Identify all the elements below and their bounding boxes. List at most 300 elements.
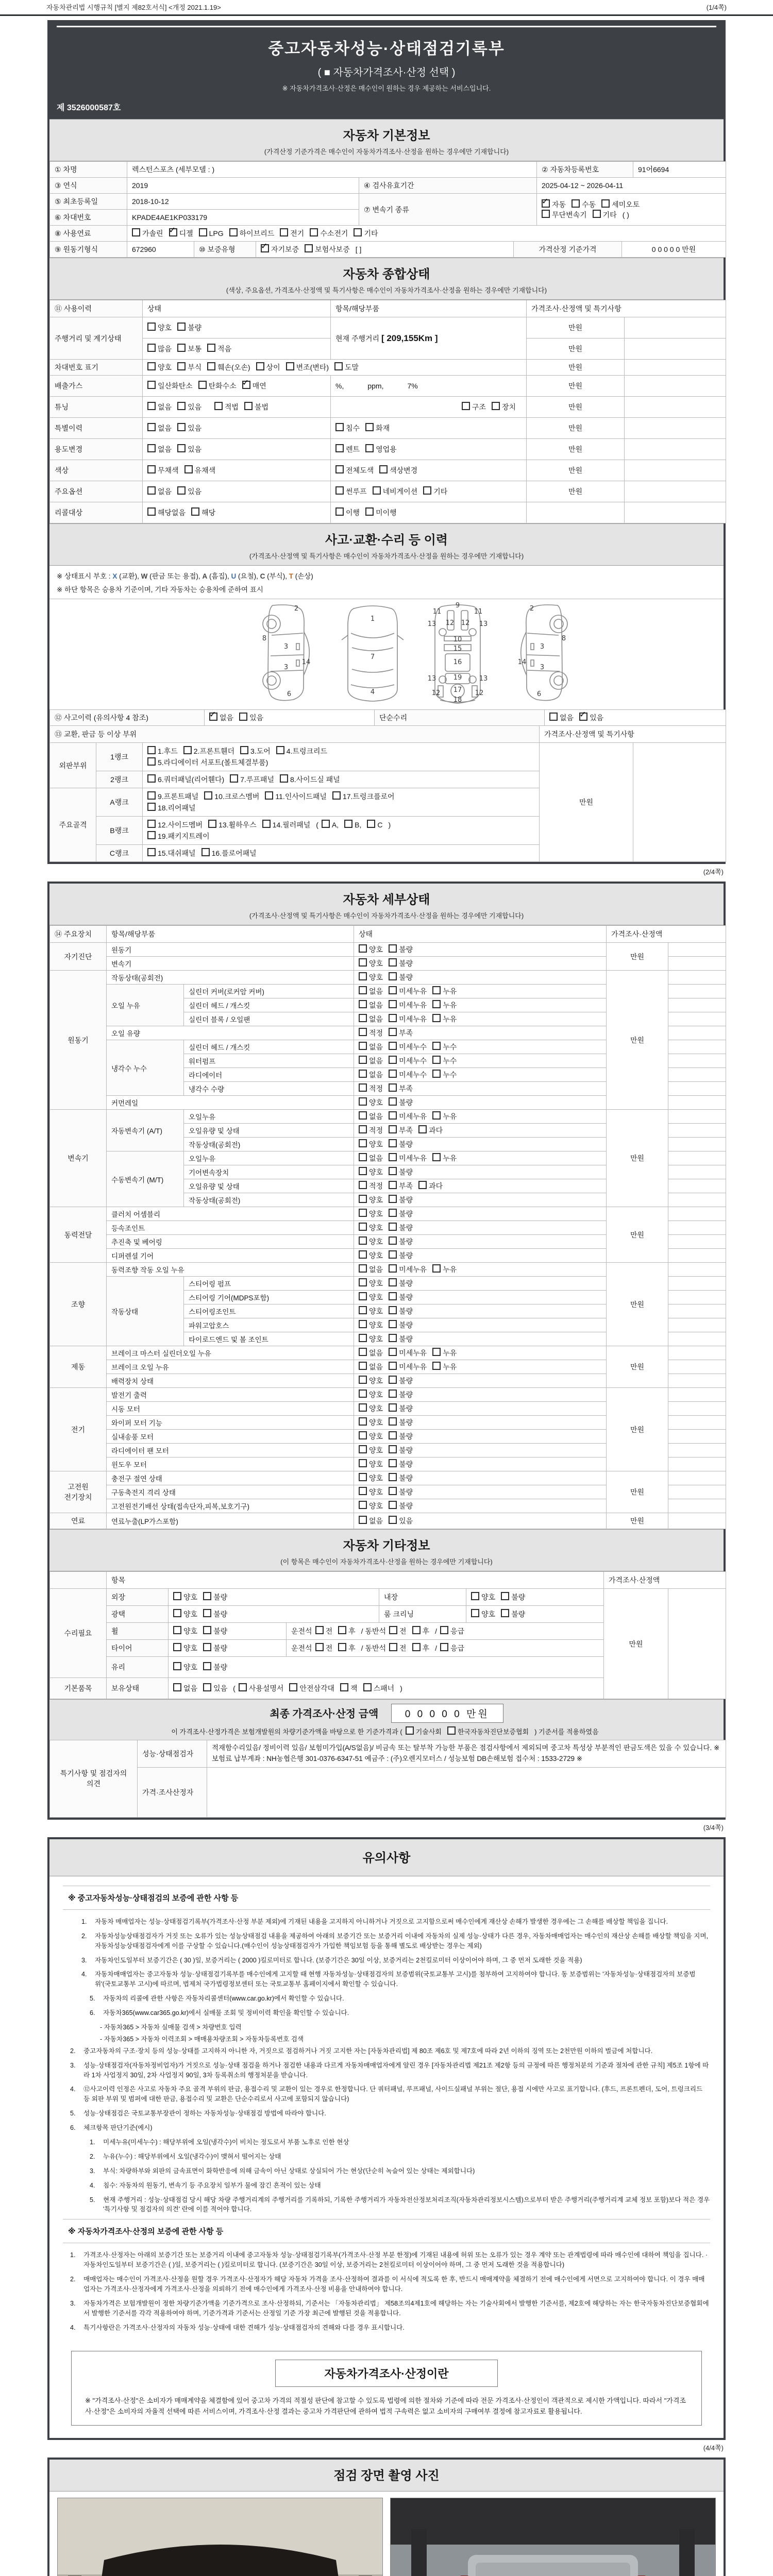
checkbox[interactable] — [389, 1083, 413, 1094]
checkbox[interactable] — [334, 362, 359, 372]
checkbox[interactable] — [147, 402, 172, 412]
checkbox[interactable] — [389, 1473, 413, 1483]
checkbox[interactable] — [432, 1153, 457, 1163]
checkbox[interactable] — [471, 1592, 495, 1602]
checkbox[interactable] — [359, 972, 383, 982]
rank-table-title: ⑬ 교환, 판금 등 이상 부위 — [50, 726, 540, 743]
element: 자동차의 리콜에 관한 사항은 자동차리콜센터(www.car.go.kr)에서 확인할 수 있습니다. — [103, 1995, 344, 2003]
checkbox[interactable] — [203, 1626, 227, 1636]
checkbox[interactable] — [359, 1389, 383, 1400]
checkbox[interactable] — [177, 486, 201, 497]
accident-history-options — [205, 710, 375, 726]
checkbox[interactable] — [359, 1250, 383, 1261]
status-options — [354, 943, 607, 957]
checkbox[interactable] — [359, 1473, 383, 1483]
element: 없음 — [369, 1071, 383, 1079]
checkbox[interactable] — [389, 1181, 413, 1191]
checkbox-checked[interactable] — [261, 244, 299, 255]
checkbox[interactable] — [239, 713, 263, 723]
checkbox[interactable] — [432, 1056, 457, 1066]
checkbox[interactable] — [201, 848, 257, 858]
rank-name: B랭크 — [96, 817, 143, 845]
checkbox[interactable] — [359, 1431, 383, 1442]
checkbox[interactable] — [389, 1153, 427, 1163]
checkbox[interactable] — [239, 1683, 284, 1693]
checkbox[interactable] — [359, 1083, 383, 1094]
section-title: 점검 장면 촬영 사진 — [333, 2469, 440, 2483]
checkbox[interactable] — [389, 1125, 413, 1136]
element — [280, 228, 288, 236]
element — [147, 757, 534, 768]
checkbox[interactable] — [389, 1417, 413, 1428]
element: 불량 — [399, 1279, 413, 1287]
checkbox[interactable] — [240, 746, 271, 756]
checkbox[interactable] — [359, 1362, 383, 1372]
checkbox[interactable] — [147, 323, 172, 333]
status-options — [354, 1221, 607, 1235]
checkbox[interactable] — [389, 1643, 407, 1653]
panel-number-label: 13 — [479, 620, 488, 628]
element: 불량 — [399, 1432, 413, 1440]
checkbox[interactable] — [389, 972, 413, 982]
checkbox[interactable] — [389, 1389, 413, 1400]
checkbox[interactable] — [177, 344, 201, 354]
checkbox[interactable] — [344, 820, 361, 829]
checkbox[interactable] — [389, 1431, 413, 1442]
checkbox[interactable] — [432, 1348, 457, 1358]
checkbox[interactable] — [359, 1181, 383, 1191]
checkbox[interactable] — [389, 1209, 413, 1219]
element: 누유(누수) : 해당부위에서 오일(냉각수)이 맺혀서 떨어지는 상태 — [103, 2153, 281, 2160]
checkbox[interactable] — [147, 746, 178, 756]
element — [147, 507, 156, 516]
checkbox[interactable] — [315, 1643, 333, 1653]
checkbox[interactable] — [280, 228, 304, 239]
checkbox[interactable] — [367, 820, 382, 829]
checkbox[interactable] — [359, 1306, 383, 1316]
checkbox[interactable] — [373, 486, 418, 497]
checkbox[interactable] — [147, 362, 172, 372]
checkbox[interactable] — [208, 820, 257, 830]
checkbox[interactable] — [432, 1042, 457, 1052]
column-header: 상태 — [143, 300, 331, 317]
checkbox[interactable] — [359, 1376, 383, 1386]
checkbox[interactable] — [389, 1236, 413, 1247]
column-header: ⑪ 사용이력 — [50, 300, 143, 317]
checkbox[interactable] — [265, 791, 327, 802]
device-group: 조향 — [50, 1263, 107, 1346]
checkbox[interactable] — [147, 423, 172, 433]
form-page-2 — [47, 882, 726, 1820]
checkbox[interactable] — [389, 1403, 413, 1414]
checkbox[interactable] — [359, 1417, 383, 1428]
checkbox[interactable] — [389, 1516, 413, 1526]
checkbox[interactable] — [199, 228, 224, 238]
checkbox[interactable] — [147, 820, 203, 830]
remark-cell — [668, 1513, 726, 1529]
element — [389, 1417, 397, 1426]
checkbox[interactable] — [389, 1264, 427, 1275]
checkbox[interactable] — [359, 1516, 383, 1526]
checkbox[interactable] — [214, 402, 239, 412]
checkbox[interactable] — [359, 1292, 383, 1302]
checkbox[interactable] — [365, 423, 390, 433]
item-label: 원동기 — [107, 943, 354, 957]
checkbox[interactable] — [432, 1000, 457, 1010]
checkbox[interactable] — [471, 1609, 495, 1619]
element — [359, 1028, 367, 1036]
checkbox[interactable] — [389, 1070, 427, 1080]
element — [169, 1606, 603, 1622]
checkbox[interactable] — [147, 444, 172, 454]
checkbox[interactable] — [173, 1643, 197, 1653]
state-code-X: X (교환) — [112, 572, 138, 580]
status-options — [354, 1318, 607, 1332]
checkbox[interactable] — [440, 1643, 464, 1653]
checkbox[interactable] — [359, 1459, 383, 1469]
checkbox[interactable] — [173, 1626, 197, 1636]
checkbox[interactable] — [542, 210, 587, 220]
checkbox[interactable] — [418, 1125, 443, 1136]
checkbox[interactable] — [359, 958, 383, 969]
checkbox-checked[interactable] — [542, 199, 566, 210]
vin-value: KPADE4AE1KP033179 — [127, 210, 359, 226]
checkbox[interactable] — [389, 1250, 413, 1261]
checkbox[interactable] — [203, 1592, 227, 1602]
table-row — [50, 743, 726, 771]
checkbox[interactable] — [389, 1626, 407, 1636]
checkbox[interactable] — [359, 1334, 383, 1344]
checkbox[interactable] — [177, 423, 201, 433]
checkbox[interactable] — [359, 1139, 383, 1149]
checkbox[interactable] — [389, 1028, 413, 1038]
checkbox[interactable] — [147, 774, 224, 785]
checkbox[interactable] — [315, 1626, 333, 1636]
checkbox-checked[interactable] — [209, 713, 233, 723]
checkbox[interactable] — [322, 820, 339, 829]
checkbox[interactable] — [335, 507, 360, 518]
checkbox[interactable] — [389, 1362, 427, 1372]
checkbox[interactable] — [389, 958, 413, 969]
checkbox[interactable] — [203, 1662, 227, 1672]
checkbox[interactable] — [335, 486, 367, 497]
checkbox[interactable] — [389, 1195, 413, 1205]
checkbox[interactable] — [147, 831, 210, 841]
element — [542, 210, 550, 218]
checkbox[interactable] — [389, 1501, 413, 1511]
checkbox[interactable] — [177, 323, 201, 333]
page-meta — [0, 0, 773, 13]
status-options — [354, 1430, 607, 1444]
checkbox[interactable] — [359, 1236, 383, 1247]
checkbox[interactable] — [406, 1726, 442, 1736]
checkbox[interactable] — [389, 1459, 413, 1469]
checkbox[interactable] — [177, 402, 201, 412]
field-label: ⑥ 차대번호 — [50, 210, 127, 226]
field-label: ⑤ 최초등록일 — [50, 194, 127, 210]
checkbox[interactable] — [305, 244, 350, 255]
checkbox[interactable] — [501, 1609, 525, 1619]
remark-cell — [668, 985, 726, 998]
checkbox[interactable] — [389, 1167, 413, 1177]
checkbox[interactable] — [432, 1362, 457, 1372]
checkbox[interactable] — [286, 362, 329, 372]
checkbox[interactable] — [389, 1292, 413, 1302]
checkbox[interactable] — [432, 1111, 457, 1122]
checkbox[interactable] — [412, 1643, 430, 1653]
checkbox[interactable] — [262, 820, 311, 830]
item-subgroup: 냉각수 누수 — [107, 1040, 184, 1096]
element: 불량 — [188, 324, 202, 332]
item-label: 오일누유 — [184, 1151, 354, 1165]
checkbox[interactable] — [389, 1056, 427, 1066]
checkbox[interactable] — [256, 362, 280, 372]
checkbox[interactable] — [276, 746, 327, 756]
checkbox[interactable] — [354, 228, 378, 239]
checkbox[interactable] — [173, 1592, 197, 1602]
checkbox[interactable] — [183, 746, 234, 756]
checkbox[interactable] — [447, 1726, 529, 1736]
checkbox[interactable] — [389, 1223, 413, 1233]
element: 불량 — [399, 1321, 413, 1329]
panel-number-label: 1 — [370, 615, 375, 623]
checkbox[interactable] — [204, 791, 259, 802]
checkbox[interactable] — [359, 986, 383, 996]
row-label: 용도변경 — [50, 439, 143, 460]
element — [177, 486, 186, 495]
checkbox[interactable] — [359, 1111, 383, 1122]
element: 2.프론트휀더 — [193, 747, 235, 755]
checkbox[interactable] — [389, 1097, 413, 1108]
element: 자동 — [552, 200, 566, 209]
checkbox[interactable] — [593, 210, 617, 220]
inline-label: / 동반석 — [361, 1627, 386, 1635]
page-number-4: (4/4쪽) — [703, 2444, 724, 2452]
checkbox[interactable] — [338, 1626, 356, 1636]
checkbox[interactable] — [229, 228, 275, 239]
element — [191, 507, 199, 516]
checkbox[interactable] — [310, 228, 348, 239]
checkbox[interactable] — [191, 507, 215, 518]
element: 후 — [422, 1644, 430, 1652]
element: 양호 — [369, 1307, 383, 1315]
element — [389, 1125, 397, 1133]
checkbox[interactable] — [147, 507, 186, 518]
checkbox-checked[interactable] — [242, 381, 266, 391]
element: C — [377, 821, 383, 829]
checkbox[interactable] — [365, 507, 397, 518]
checkbox[interactable] — [359, 1167, 383, 1177]
checkbox[interactable] — [389, 1348, 427, 1358]
checkbox[interactable] — [177, 444, 201, 454]
checkbox[interactable] — [389, 986, 427, 996]
row-label: 리콜대상 — [50, 502, 143, 523]
checkbox[interactable] — [418, 1181, 443, 1191]
item-label: 작동상태(공회전) — [184, 1138, 354, 1151]
element — [335, 423, 344, 431]
element — [359, 1223, 367, 1231]
element: 불량 — [213, 1644, 228, 1652]
element — [177, 323, 186, 331]
checkbox[interactable] — [440, 1626, 464, 1636]
element — [184, 465, 193, 473]
checkbox[interactable] — [207, 362, 250, 372]
checkbox[interactable] — [432, 1070, 457, 1080]
checkbox[interactable] — [147, 465, 179, 476]
checkbox[interactable] — [147, 381, 193, 391]
rank-name: 1랭크 — [96, 743, 143, 771]
element: 불법 — [254, 403, 269, 411]
checkbox[interactable] — [359, 1445, 383, 1455]
checkbox[interactable] — [359, 1000, 383, 1010]
checkbox[interactable] — [359, 1195, 383, 1205]
element — [389, 1195, 397, 1203]
element — [173, 1626, 181, 1634]
checkbox[interactable] — [389, 1278, 413, 1289]
notice-body — [49, 1876, 724, 2343]
checkbox[interactable] — [147, 803, 196, 813]
checkbox[interactable] — [147, 344, 172, 354]
checkbox[interactable] — [203, 1683, 227, 1693]
checkbox[interactable] — [359, 1278, 383, 1289]
checkbox[interactable] — [365, 444, 397, 454]
checkbox[interactable] — [389, 1014, 427, 1024]
checkbox[interactable] — [363, 1683, 395, 1693]
checkbox[interactable] — [432, 1014, 457, 1024]
checkbox[interactable] — [359, 1209, 383, 1219]
remark-cell — [668, 1471, 726, 1485]
checkbox[interactable] — [359, 1056, 383, 1066]
checkbox[interactable] — [340, 1683, 358, 1693]
checkbox[interactable] — [462, 402, 486, 412]
checkbox[interactable] — [173, 1683, 197, 1693]
checkbox[interactable] — [338, 1643, 356, 1653]
checkbox[interactable] — [379, 465, 417, 476]
element: 불량 — [399, 959, 413, 968]
checkbox[interactable] — [549, 713, 574, 723]
checkbox[interactable] — [501, 1592, 525, 1602]
checkbox[interactable] — [280, 774, 340, 785]
checkbox[interactable] — [203, 1609, 227, 1619]
checkbox[interactable] — [203, 1643, 227, 1653]
checkbox[interactable] — [389, 1111, 427, 1122]
checkbox[interactable] — [423, 486, 447, 497]
checkbox[interactable] — [389, 1445, 413, 1455]
section-title: 자동차 기본정보 — [343, 129, 430, 143]
checkbox[interactable] — [389, 944, 413, 955]
checkbox[interactable] — [359, 1097, 383, 1108]
element — [359, 944, 367, 953]
checkbox[interactable] — [359, 1223, 383, 1233]
checkbox[interactable] — [359, 944, 383, 955]
element — [147, 323, 156, 331]
element: 1. — [90, 2138, 95, 2146]
checkbox[interactable] — [147, 486, 172, 497]
checkbox[interactable] — [335, 423, 360, 433]
status-options — [354, 1458, 607, 1471]
checkbox[interactable] — [332, 791, 395, 802]
section-overall-header — [49, 258, 724, 300]
checkbox[interactable] — [359, 1028, 383, 1038]
table-row — [50, 1589, 726, 1606]
element — [389, 1516, 397, 1524]
checkbox[interactable] — [389, 1000, 427, 1010]
element — [359, 1431, 367, 1439]
checkbox[interactable] — [389, 1334, 413, 1344]
checkbox[interactable] — [572, 199, 596, 210]
checkbox[interactable] — [389, 1306, 413, 1316]
checkbox[interactable] — [359, 1487, 383, 1497]
detail-condition-table — [49, 925, 726, 1529]
element: 불량 — [399, 973, 413, 981]
checkbox[interactable] — [184, 465, 216, 476]
section-subtitle: (가격조사·산정액 및 특기사항은 매수인이 자동차가격조사·산정을 원하는 경우에만 기재합니다) — [249, 912, 524, 920]
checkbox[interactable] — [359, 1320, 383, 1330]
element — [389, 1181, 397, 1189]
checkbox[interactable] — [132, 228, 163, 239]
checkbox[interactable] — [147, 757, 268, 768]
checkbox[interactable] — [389, 1487, 413, 1497]
checkbox[interactable] — [198, 381, 237, 391]
element — [332, 791, 341, 800]
checkbox[interactable] — [359, 1501, 383, 1511]
checkbox[interactable] — [244, 402, 268, 412]
checkbox[interactable] — [389, 1376, 413, 1386]
inline-label: ) — [400, 1684, 402, 1692]
element: 과다 — [429, 1182, 443, 1190]
checkbox[interactable] — [289, 1683, 334, 1693]
page-number-1: (1/4쪽) — [706, 4, 727, 11]
element — [359, 1042, 367, 1050]
element — [147, 791, 534, 802]
checkbox-checked[interactable] — [169, 228, 193, 239]
checkbox[interactable] — [432, 1264, 457, 1275]
checkbox[interactable] — [359, 1014, 383, 1024]
checkbox[interactable] — [147, 791, 198, 802]
checkbox[interactable] — [389, 1139, 413, 1149]
checkbox[interactable] — [359, 1403, 383, 1414]
checkbox[interactable] — [173, 1609, 197, 1619]
checkbox[interactable] — [173, 1662, 197, 1672]
element: 기타 — [602, 210, 617, 219]
checkbox[interactable] — [207, 344, 231, 354]
checkbox[interactable] — [432, 986, 457, 996]
checkbox[interactable] — [492, 402, 516, 412]
checkbox[interactable] — [389, 1320, 413, 1330]
checkbox[interactable] — [359, 1153, 383, 1163]
inline-label: / — [435, 1644, 437, 1652]
element — [412, 1643, 421, 1651]
etc-name: 외장 — [107, 1589, 169, 1606]
checkbox[interactable] — [177, 362, 201, 372]
element — [263, 605, 309, 701]
checkbox[interactable] — [147, 848, 196, 858]
price-cell: 만원 — [527, 338, 625, 360]
checkbox[interactable] — [335, 444, 360, 454]
checkbox[interactable] — [389, 1042, 427, 1052]
checkbox[interactable] — [359, 1264, 383, 1275]
checkbox[interactable] — [359, 1042, 383, 1052]
checkbox[interactable] — [230, 774, 274, 785]
checkbox[interactable] — [601, 199, 640, 210]
checkbox-checked[interactable] — [579, 713, 603, 723]
checkbox[interactable] — [359, 1070, 383, 1080]
checkbox[interactable] — [335, 465, 374, 476]
checkbox[interactable] — [359, 1348, 383, 1358]
element: 네비게이션 — [382, 487, 418, 496]
checkbox[interactable] — [359, 1125, 383, 1136]
checkbox[interactable] — [412, 1626, 430, 1636]
